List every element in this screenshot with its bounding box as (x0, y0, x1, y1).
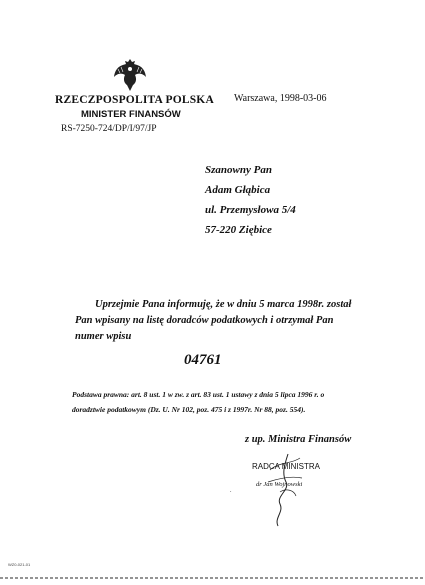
footer-code: WZ0-021-01 (8, 562, 31, 567)
body-line-3: numer wpisu (75, 331, 132, 342)
signature-role: RADCA MINISTRA (252, 462, 321, 471)
body-line-1: Uprzejmie Pana informuję, że w dniu 5 marca 1998r. został (95, 299, 352, 310)
handwritten-signature (266, 452, 306, 528)
signature-name: dr Jan Wojnowski (256, 481, 303, 488)
entry-number: 04761 (184, 352, 222, 368)
legal-basis-line-2: doradztwie podatkowym (Dz. U. Nr 102, poz. 475 i z 1997r. Nr 88, poz. 554). (72, 405, 306, 414)
polish-eagle-emblem-icon (112, 55, 148, 93)
recipient-salutation: Szanowny Pan (205, 164, 272, 176)
recipient-city: 57-220 Ziębice (205, 224, 272, 236)
reference-number: RS-7250-724/DP/I/97/JP (61, 124, 157, 134)
legal-basis (72, 387, 324, 417)
body-line-2: Pan wpisany na listę doradców podatkowych i otrzymał Pan (75, 315, 334, 326)
ministry-name: MINISTER FINANSÓW (81, 109, 181, 120)
letter-body (75, 297, 375, 345)
legal-basis-line-1: Podstawa prawna: art. 8 ust. 1 w zw. z art. 83 ust. 1 ustawy z dnia 5 lipca 1996 r. o (72, 390, 325, 399)
place-date: Warszawa, 1998-03-06 (234, 93, 327, 104)
signature-mark: . (230, 488, 232, 494)
organization-name: RZECZPOSPOLITA POLSKA (55, 94, 214, 106)
recipient-name: Adam Głąbica (205, 184, 271, 196)
footer-dashed-border (0, 575, 425, 581)
recipient-street: ul. Przemysłowa 5/4 (205, 204, 296, 216)
signature-on-behalf: z up. Ministra Finansów (245, 434, 352, 445)
